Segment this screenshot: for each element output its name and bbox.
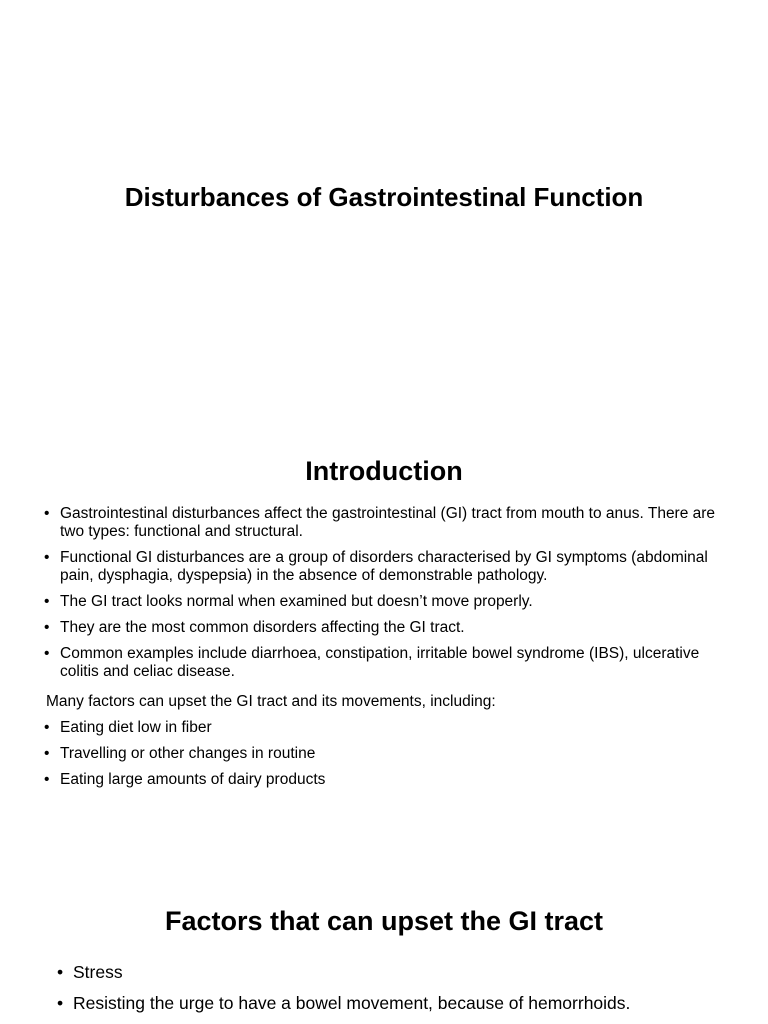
bullet-icon: • — [44, 505, 50, 522]
bullet-text: Travelling or other changes in routine — [60, 745, 316, 762]
list-item — [44, 745, 724, 763]
bullet-text: Resisting the urge to have a bowel movement, because of hemorrhoids. — [73, 993, 631, 1013]
bullet-icon: • — [44, 771, 50, 788]
slide-2-title: Introduction — [305, 456, 463, 486]
bullet-text: The GI tract looks normal when examined but doesn’t move properly. — [60, 593, 533, 610]
factors-bullet-list — [44, 719, 724, 797]
bullet-icon: • — [44, 619, 50, 636]
list-item — [44, 645, 724, 681]
bullet-icon: • — [44, 549, 50, 566]
bullet-icon: • — [44, 645, 50, 662]
list-item — [44, 593, 724, 611]
bullet-icon: • — [57, 962, 64, 982]
bullet-text: They are the most common disorders affecting the GI tract. — [60, 619, 465, 636]
bullet-text: Common examples include diarrhoea, constipation, irritable bowel syndrome (IBS), ulcerative colitis and celiac disease. — [60, 645, 700, 680]
bullet-text: Eating diet low in fiber — [60, 719, 212, 736]
factors-intro-text: Many factors can upset the GI tract and its movements, including: — [46, 693, 496, 710]
list-item — [57, 993, 747, 1013]
list-item — [44, 505, 724, 541]
gi-factors-bullet-list — [57, 962, 747, 1024]
list-item — [57, 962, 747, 982]
slide-1-title: Disturbances of Gastrointestinal Function — [124, 182, 644, 212]
bullet-icon: • — [44, 593, 50, 610]
slide-3-title: Factors that can upset the GI tract — [164, 906, 604, 936]
bullet-icon: • — [44, 719, 50, 736]
list-item — [44, 719, 724, 737]
bullet-text: Stress — [73, 962, 123, 982]
list-item — [44, 771, 724, 789]
introduction-bullet-list — [44, 505, 724, 689]
bullet-text: Functional GI disturbances are a group of disorders characterised by GI symptoms (abdominal pain, dysphagia, dyspepsia) in the absence of demonstrable pathology. — [60, 549, 708, 584]
list-item — [44, 549, 724, 585]
bullet-icon: • — [57, 993, 64, 1013]
bullet-text: Gastrointestinal disturbances affect the gastrointestinal (GI) tract from mouth to anus. There are two types: functional and structural. — [60, 505, 716, 540]
bullet-text: Eating large amounts of dairy products — [60, 771, 326, 788]
bullet-icon: • — [44, 745, 50, 762]
list-item — [44, 619, 724, 637]
